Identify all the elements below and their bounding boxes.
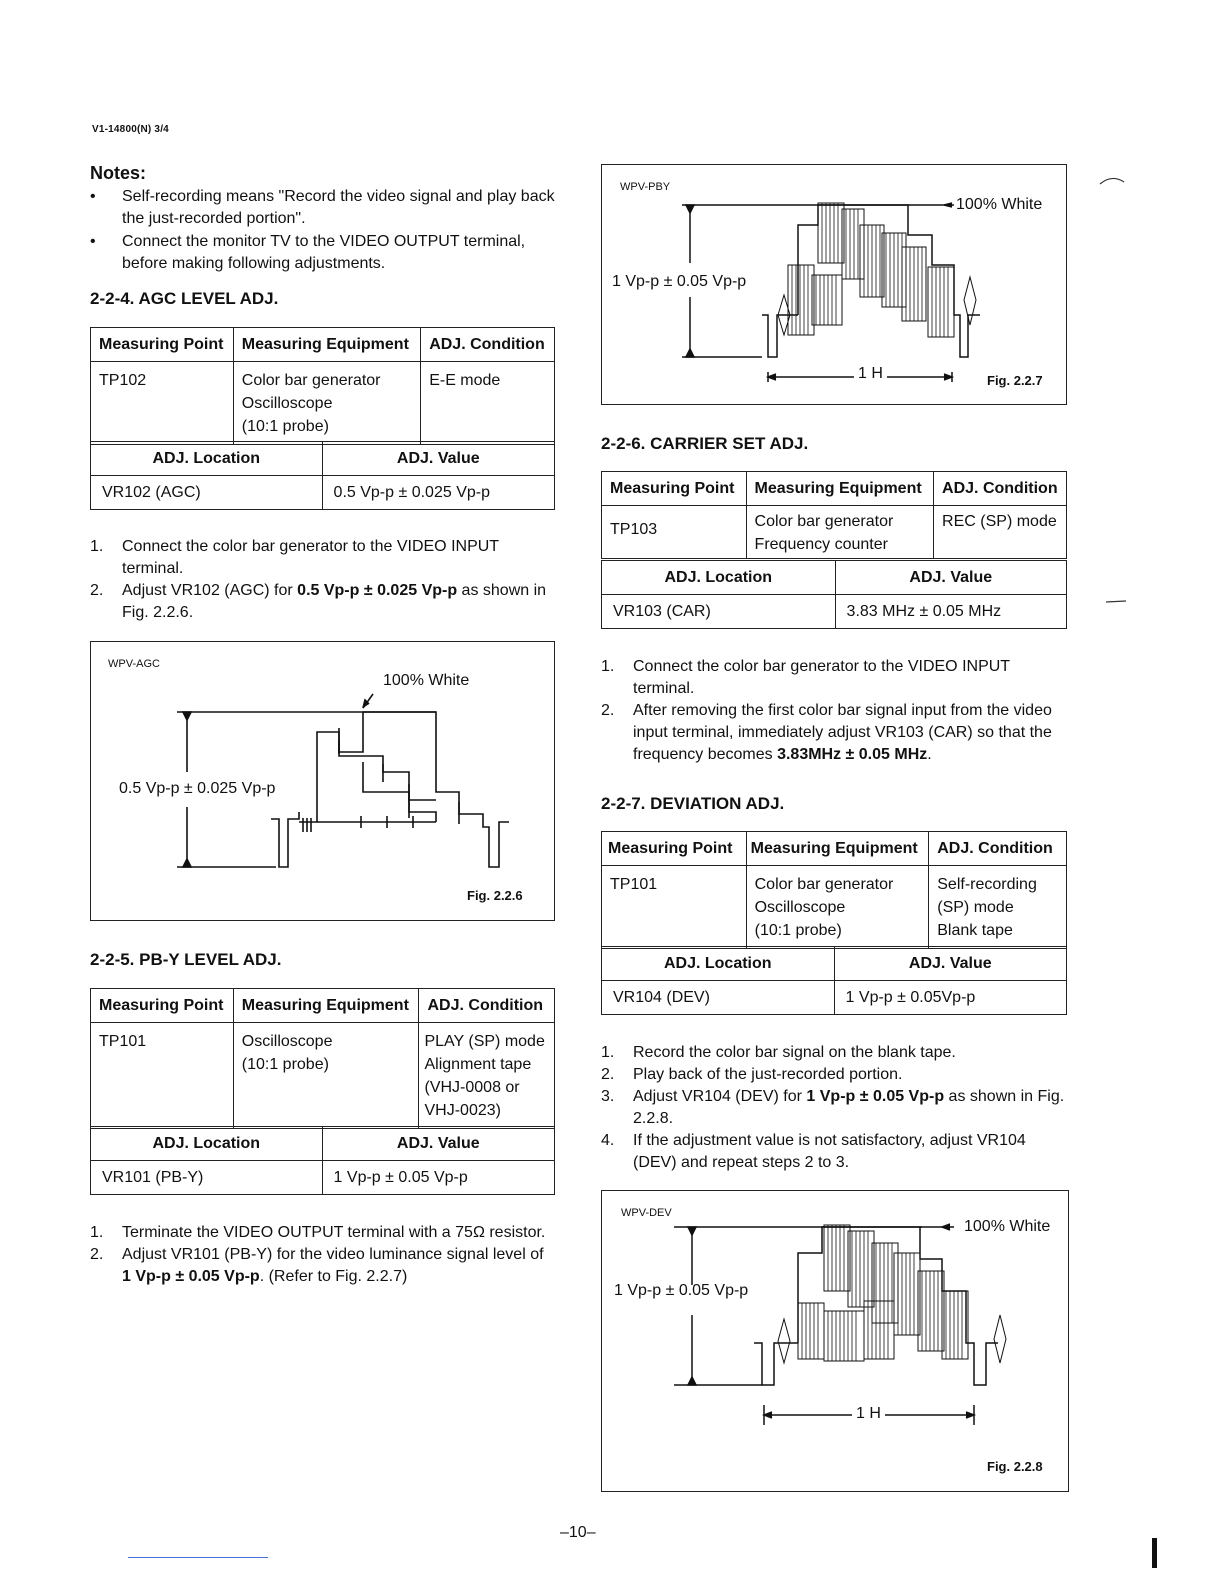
step-item [601,1086,1067,1130]
deviation-adjustment-table [601,831,1067,949]
header-adj-condition: ADJ. Condition [419,989,555,1023]
figure-label: WPV-PBY [620,181,671,193]
measuring-point-value: TP101 [91,1023,234,1129]
step-text: After removing the first color bar signal input from the video input terminal, immediately adjust VR103 (CAR) so that the frequency becomes [633,702,1052,763]
equipment-line: Oscilloscope [754,899,846,916]
header-measuring-point: Measuring Point [602,472,747,506]
condition-line: Blank tape [937,922,1013,939]
step-text: . [927,746,932,763]
equipment-line: Oscilloscope [241,1033,333,1050]
header-measuring-equipment: Measuring Equipment [746,472,934,506]
notes-title: Notes: [90,163,147,183]
step-number: 3. [601,1088,615,1105]
section-title-deviation: 2-2-7. DEVIATION ADJ. [601,794,785,813]
adj-value-value: 0.5 Vp-p ± 0.025 Vp-p [322,476,554,510]
step-text: Connect the color bar generator to the VIDEO INPUT terminal. [122,538,499,577]
step-text: Adjust VR104 (DEV) for [633,1088,807,1105]
step-bold-value: 1 Vp-p ± 0.05 Vp-p [806,1088,945,1105]
scan-edge-mark [1152,1538,1157,1568]
chroma-bursts [798,1225,968,1361]
condition-line: (VHJ-0008 or [424,1079,520,1096]
deviation-steps [601,1042,1067,1174]
step-item [601,1064,1067,1086]
adj-value-value: 3.83 MHz ± 0.05 MHz [835,595,1066,629]
step-number: 2. [601,702,615,719]
step-item [601,1130,1067,1174]
white-level-label: 100% White [383,672,470,689]
step-text: Adjust VR102 (AGC) for [122,582,298,599]
header-adj-value: ADJ. Value [834,947,1066,981]
adj-condition-value [419,1023,555,1129]
step-text: Play back of the just-recorded portion. [633,1066,903,1083]
step-text: Adjust VR101 (PB-Y) for the video luminance signal level of [122,1246,544,1263]
carrier-location-table [601,560,1067,629]
step-number: 2. [90,1246,104,1263]
step-text: If the adjustment value is not satisfactory, adjust VR104 (DEV) and repeat steps 2 to 3. [633,1132,1026,1171]
chroma-hatching [802,1225,962,1361]
header-measuring-equipment: Measuring Equipment [233,328,420,362]
figure-caption: Fig. 2.2.7 [987,373,1043,388]
condition-line: Alignment tape [424,1056,532,1073]
measuring-equipment-value [233,1023,419,1129]
header-measuring-point: Measuring Point [91,989,234,1023]
step-bold-value: 3.83MHz ± 0.05 MHz [777,746,928,763]
measuring-equipment-value [746,866,929,949]
header-adj-location: ADJ. Location [91,1127,323,1161]
agc-location-table [90,441,555,510]
deviation-location-table [601,946,1067,1015]
step-text: as shown in Fig. 2.2.6. [122,582,547,621]
adj-condition-value [934,506,1067,559]
step-number: 2. [90,582,104,599]
measuring-equipment-value [233,362,420,445]
measuring-point-value: TP101 [602,866,747,949]
header-adj-location: ADJ. Location [91,442,323,476]
equipment-line: Color bar generator [754,876,894,893]
adj-condition-value [421,362,555,445]
figure-label: WPV-AGC [108,658,160,670]
white-level-label: 100% White [964,1218,1051,1235]
header-adj-value: ADJ. Value [322,1127,554,1161]
adj-location-value: VR104 (DEV) [602,981,835,1015]
period-label: 1 H [852,1405,885,1423]
step-number: 1. [90,1224,104,1241]
chroma-bursts [788,203,954,337]
step-bold-value: 0.5 Vp-p ± 0.025 Vp-p [297,582,458,599]
step-number: 1. [601,1044,615,1061]
note-text: Self-recording means "Record the video signal and play back the just-recorded portion". [122,188,555,227]
step-text: as shown in Fig. 2.2.8. [633,1088,1065,1127]
step-number: 1. [601,658,615,675]
step-bold-value: 1 Vp-p ± 0.05 Vp-p [122,1268,260,1285]
step-item [90,580,552,624]
carrier-adjustment-table [601,471,1067,559]
amplitude-label: 1 Vp-p ± 0.05 Vp-p [612,273,747,290]
step-number: 2. [601,1066,615,1083]
equipment-line: (10:1 probe) [241,418,329,435]
step-text: Terminate the VIDEO OUTPUT terminal with a 75Ω resistor. [122,1224,546,1241]
figure-2-2-7 [601,164,1067,405]
header-adj-condition: ADJ. Condition [934,472,1067,506]
figure-caption: Fig. 2.2.6 [467,888,523,903]
step-text: Record the color bar signal on the blank tape. [633,1044,956,1061]
adj-value-value: 1 Vp-p ± 0.05 Vp-p [322,1161,554,1195]
step-text: . (Refer to Fig. 2.2.7) [259,1268,408,1285]
header-adj-value: ADJ. Value [835,561,1066,595]
figure-2-2-8 [601,1190,1069,1492]
pby-steps [90,1222,555,1288]
measuring-point-value: TP102 [91,362,234,445]
page-number: –10– [560,1524,596,1541]
header-adj-location: ADJ. Location [602,947,835,981]
header-adj-location: ADJ. Location [602,561,836,595]
period-label: 1 H [854,365,887,383]
header-measuring-point: Measuring Point [602,832,747,866]
condition-line: REC (SP) mode [942,513,1057,530]
condition-line: E-E mode [429,372,501,389]
pby-location-table [90,1126,555,1195]
figure-label: WPV-DEV [621,1207,672,1219]
bullet-icon: • [90,188,96,205]
measuring-point-value: TP103 [602,506,747,559]
margin-mark [1104,596,1128,606]
adj-value-value: 1 Vp-p ± 0.05Vp-p [834,981,1066,1015]
step-number: 4. [601,1132,615,1149]
amplitude-label: 0.5 Vp-p ± 0.025 Vp-p [119,780,276,797]
step-item [601,700,1067,766]
note-item [90,186,560,230]
bullet-icon: • [90,233,96,250]
equipment-line: Color bar generator [754,513,894,530]
note-text: Connect the monitor TV to the VIDEO OUTPUT terminal, before making following adjustments. [122,233,526,272]
amplitude-label: 1 Vp-p ± 0.05 Vp-p [614,1282,749,1299]
agc-adjustment-table [90,327,555,445]
figure-2-2-6 [90,641,555,921]
adj-location-value: VR101 (PB-Y) [91,1161,323,1195]
chroma-hatching [792,203,948,337]
adj-location-value: VR102 (AGC) [91,476,323,510]
step-item [90,536,552,580]
figure-caption: Fig. 2.2.8 [987,1459,1043,1474]
equipment-line: Color bar generator [241,372,381,389]
document-id: V1-14800(N) 3/4 [92,124,169,135]
step-item [601,1042,1067,1064]
white-level-label: 100% White [956,196,1043,213]
condition-line: PLAY (SP) mode [424,1033,545,1050]
header-measuring-equipment: Measuring Equipment [233,989,419,1023]
note-item [90,231,560,275]
header-measuring-equipment: Measuring Equipment [746,832,929,866]
step-text: Connect the color bar generator to the VIDEO INPUT terminal. [633,658,1010,697]
agc-steps [90,536,552,624]
step-item [90,1222,555,1244]
step-item [601,656,1067,700]
condition-line: Self-recording [937,876,1037,893]
header-measuring-point: Measuring Point [91,328,234,362]
step-item [90,1244,555,1288]
equipment-line: Oscilloscope [241,395,333,412]
section-title-agc: 2-2-4. AGC LEVEL ADJ. [90,289,279,308]
equipment-line: (10:1 probe) [754,922,842,939]
section-title-carrier: 2-2-6. CARRIER SET ADJ. [601,434,809,453]
adj-location-value: VR103 (CAR) [602,595,836,629]
condition-line: VHJ-0023) [424,1102,501,1119]
header-adj-value: ADJ. Value [322,442,554,476]
step-number: 1. [90,538,104,555]
header-adj-condition: ADJ. Condition [929,832,1067,866]
measuring-equipment-value [746,506,934,559]
condition-line: (SP) mode [937,899,1014,916]
pby-adjustment-table [90,988,555,1129]
equipment-line: (10:1 probe) [241,1056,329,1073]
header-adj-condition: ADJ. Condition [421,328,555,362]
adj-condition-value [929,866,1067,949]
carrier-steps [601,656,1067,766]
section-title-pby: 2-2-5. PB-Y LEVEL ADJ. [90,950,282,969]
footer-rule [128,1557,268,1558]
equipment-line: Frequency counter [754,536,888,553]
margin-mark [1098,170,1128,190]
